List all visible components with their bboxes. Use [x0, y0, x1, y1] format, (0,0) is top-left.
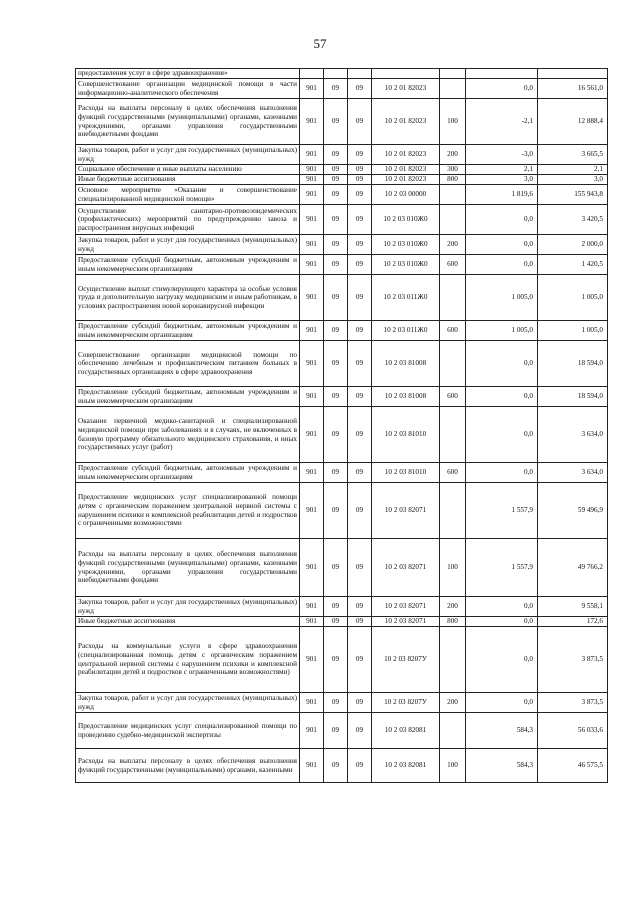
row-rz-cell: 09	[324, 597, 348, 617]
row-total-cell: 3 665,5	[538, 145, 608, 165]
row-total-cell: 18 594,0	[538, 341, 608, 387]
row-change-cell: -2,1	[466, 99, 538, 145]
row-vr-cell: 100	[440, 99, 466, 145]
row-vr-cell	[440, 627, 466, 693]
row-ved-cell: 901	[300, 341, 324, 387]
row-csr-cell: 10 2 01 82023	[372, 145, 440, 165]
row-rz-cell: 09	[324, 749, 348, 783]
table-row	[76, 341, 608, 387]
row-csr-cell: 10 2 03 011Ж0	[372, 275, 440, 321]
row-change-cell: 584,3	[466, 749, 538, 783]
row-ved-cell: 901	[300, 165, 324, 175]
row-ved-cell: 901	[300, 145, 324, 165]
row-vr-cell	[440, 483, 466, 539]
row-name-cell: Предоставление субсидий бюджетным, автономным учреждениям и иным некоммерческим организациям	[76, 387, 300, 407]
row-vr-cell	[440, 713, 466, 749]
row-pr-cell: 09	[348, 255, 372, 275]
row-change-cell	[466, 69, 538, 79]
row-vr-cell: 200	[440, 597, 466, 617]
row-vr-cell: 600	[440, 463, 466, 483]
row-name-cell: предоставления услуг в сфере здравоохранения»	[76, 69, 300, 79]
row-rz-cell: 09	[324, 205, 348, 235]
row-pr-cell	[348, 69, 372, 79]
row-ved-cell: 901	[300, 79, 324, 99]
row-rz-cell: 09	[324, 387, 348, 407]
row-vr-cell: 600	[440, 321, 466, 341]
row-change-cell: 1 819,6	[466, 185, 538, 205]
row-vr-cell	[440, 185, 466, 205]
row-pr-cell: 09	[348, 205, 372, 235]
row-pr-cell: 09	[348, 321, 372, 341]
table-row	[76, 99, 608, 145]
row-rz-cell: 09	[324, 321, 348, 341]
row-name-cell: Предоставление медицинских услуг специализированной помощи по проведению судебно-медицинской экспертизы	[76, 713, 300, 749]
row-vr-cell: 100	[440, 539, 466, 597]
row-total-cell: 56 033,6	[538, 713, 608, 749]
row-csr-cell: 10 2 03 010Ж0	[372, 205, 440, 235]
row-csr-cell: 10 2 03 8207У	[372, 627, 440, 693]
row-name-cell: Предоставление субсидий бюджетным, автономным учреждениям и иным некоммерческим организациям	[76, 463, 300, 483]
row-pr-cell: 09	[348, 617, 372, 627]
row-rz-cell: 09	[324, 145, 348, 165]
row-rz-cell: 09	[324, 627, 348, 693]
row-name-cell: Иные бюджетные ассигнования	[76, 175, 300, 185]
row-name-cell: Социальное обеспечение и иные выплаты населению	[76, 165, 300, 175]
row-ved-cell: 901	[300, 185, 324, 205]
row-total-cell: 59 496,9	[538, 483, 608, 539]
table-row	[76, 185, 608, 205]
table-row	[76, 79, 608, 99]
row-pr-cell: 09	[348, 407, 372, 463]
row-change-cell: 1 005,0	[466, 275, 538, 321]
row-vr-cell: 100	[440, 749, 466, 783]
row-ved-cell: 901	[300, 597, 324, 617]
row-rz-cell: 09	[324, 175, 348, 185]
row-change-cell: 0,0	[466, 407, 538, 463]
row-csr-cell: 10 2 03 82071	[372, 483, 440, 539]
row-pr-cell: 09	[348, 597, 372, 617]
table-row	[76, 693, 608, 713]
row-vr-cell: 200	[440, 693, 466, 713]
row-name-cell: Предоставление медицинских услуг специализированной помощи детям с органическим поражением центральной нервной системы с нарушением психики и комплексной реабилитации детей и подростков с ограниченными возможностями	[76, 483, 300, 539]
row-ved-cell: 901	[300, 255, 324, 275]
row-total-cell: 46 575,5	[538, 749, 608, 783]
row-rz-cell: 09	[324, 539, 348, 597]
row-change-cell: 2,1	[466, 165, 538, 175]
row-csr-cell: 10 2 03 82071	[372, 597, 440, 617]
row-rz-cell: 09	[324, 463, 348, 483]
row-change-cell: 0,0	[466, 205, 538, 235]
row-total-cell: 3 420,5	[538, 205, 608, 235]
row-ved-cell: 901	[300, 693, 324, 713]
row-csr-cell: 10 2 03 82081	[372, 749, 440, 783]
row-change-cell: 0,0	[466, 255, 538, 275]
table-row	[76, 749, 608, 783]
row-total-cell: 3,0	[538, 175, 608, 185]
row-vr-cell: 200	[440, 235, 466, 255]
table-row	[76, 713, 608, 749]
row-csr-cell	[372, 69, 440, 79]
row-ved-cell: 901	[300, 539, 324, 597]
row-name-cell: Предоставление субсидий бюджетным, автономным учреждениям и иным некоммерческим организациям	[76, 321, 300, 341]
row-total-cell: 3 634,0	[538, 407, 608, 463]
row-pr-cell: 09	[348, 539, 372, 597]
row-rz-cell: 09	[324, 617, 348, 627]
row-name-cell: Осуществление санитарно-противоэпидемических (профилактических) мероприятий по предупреждению завоза и распространения вирусных инфекций	[76, 205, 300, 235]
row-name-cell: Расходы на коммунальные услуги в сфере здравоохранения (специализированная помощь детям с органическим поражением центральной нервной системы с нарушением психики и комплексной реабилитации детей и подростков с ограниченными возможностями)	[76, 627, 300, 693]
row-total-cell: 1 005,0	[538, 275, 608, 321]
row-csr-cell: 10 2 03 010Ж0	[372, 255, 440, 275]
row-pr-cell: 09	[348, 693, 372, 713]
row-vr-cell	[440, 69, 466, 79]
row-name-cell: Иные бюджетные ассигнования	[76, 617, 300, 627]
row-total-cell: 2 000,0	[538, 235, 608, 255]
row-csr-cell: 10 2 03 00000	[372, 185, 440, 205]
row-vr-cell	[440, 205, 466, 235]
row-pr-cell: 09	[348, 99, 372, 145]
row-rz-cell: 09	[324, 275, 348, 321]
row-change-cell: 0,0	[466, 693, 538, 713]
table-row	[76, 387, 608, 407]
row-vr-cell: 600	[440, 255, 466, 275]
row-change-cell: 0,0	[466, 79, 538, 99]
row-total-cell: 155 943,8	[538, 185, 608, 205]
row-change-cell: 1 557,9	[466, 483, 538, 539]
row-change-cell: -3,0	[466, 145, 538, 165]
row-pr-cell: 09	[348, 387, 372, 407]
table-row	[76, 407, 608, 463]
row-pr-cell: 09	[348, 483, 372, 539]
row-ved-cell: 901	[300, 713, 324, 749]
row-total-cell: 1 420,5	[538, 255, 608, 275]
row-pr-cell: 09	[348, 749, 372, 783]
row-total-cell: 172,6	[538, 617, 608, 627]
table-row	[76, 205, 608, 235]
table-row	[76, 255, 608, 275]
row-total-cell: 3 873,5	[538, 627, 608, 693]
table-row	[76, 539, 608, 597]
row-name-cell: Совершенствование организации медицинской помощи по обеспечению лечебным и профилактическим питанием больных в государственных организациях в сфере здравоохранения	[76, 341, 300, 387]
row-change-cell: 584,3	[466, 713, 538, 749]
row-csr-cell: 10 2 03 8207У	[372, 693, 440, 713]
row-pr-cell: 09	[348, 79, 372, 99]
row-change-cell: 0,0	[466, 463, 538, 483]
row-total-cell: 9 558,1	[538, 597, 608, 617]
row-ved-cell: 901	[300, 275, 324, 321]
row-name-cell: Расходы на выплаты персоналу в целях обеспечения выполнения функций государственными (муниципальными) органами, казенными учреждениями, органами управления государственными внебюджетными фондами	[76, 539, 300, 597]
row-csr-cell: 10 2 03 010Ж0	[372, 235, 440, 255]
row-rz-cell: 09	[324, 185, 348, 205]
table-row	[76, 483, 608, 539]
row-total-cell: 1 005,0	[538, 321, 608, 341]
row-csr-cell: 10 2 01 82023	[372, 165, 440, 175]
row-name-cell: Осуществление выплат стимулирующего характера за особые условия труда и дополнительную нагрузку медицинским и иным работникам, в условиях распространения новой коронавирусной инфекции	[76, 275, 300, 321]
row-change-cell: 1 557,9	[466, 539, 538, 597]
row-csr-cell: 10 2 03 82081	[372, 713, 440, 749]
table-row	[76, 145, 608, 165]
row-pr-cell: 09	[348, 185, 372, 205]
row-total-cell: 12 888,4	[538, 99, 608, 145]
row-name-cell: Совершенствование организации медицинской помощи в части информационно-аналитического обеспечения	[76, 79, 300, 99]
row-pr-cell: 09	[348, 341, 372, 387]
row-ved-cell: 901	[300, 387, 324, 407]
row-csr-cell: 10 2 03 82071	[372, 539, 440, 597]
budget-table-body	[76, 69, 608, 783]
row-name-cell: Закупка товаров, работ и услуг для государственных (муниципальных) нужд	[76, 693, 300, 713]
row-change-cell: 1 005,0	[466, 321, 538, 341]
row-total-cell: 49 766,2	[538, 539, 608, 597]
table-row	[76, 275, 608, 321]
row-total-cell: 18 594,0	[538, 387, 608, 407]
row-ved-cell: 901	[300, 749, 324, 783]
row-name-cell: Предоставление субсидий бюджетным, автономным учреждениям и иным некоммерческим организациям	[76, 255, 300, 275]
row-pr-cell: 09	[348, 145, 372, 165]
row-change-cell: 0,0	[466, 387, 538, 407]
row-name-cell: Расходы на выплаты персоналу в целях обеспечения выполнения функций государственными (муниципальными) органами, казенными учреждениями, органами управления государственными внебюджетными фондами	[76, 99, 300, 145]
row-ved-cell: 901	[300, 99, 324, 145]
table-row	[76, 165, 608, 175]
row-vr-cell	[440, 407, 466, 463]
row-ved-cell: 901	[300, 627, 324, 693]
row-change-cell: 0,0	[466, 627, 538, 693]
row-name-cell: Закупка товаров, работ и услуг для государственных (муниципальных) нужд	[76, 235, 300, 255]
row-rz-cell: 09	[324, 235, 348, 255]
row-ved-cell	[300, 69, 324, 79]
row-total-cell: 16 561,0	[538, 79, 608, 99]
row-csr-cell: 10 2 03 81008	[372, 341, 440, 387]
row-name-cell: Основное мероприятие «Оказание и совершенствование специализированной медицинской помощи»	[76, 185, 300, 205]
row-name-cell: Закупка товаров, работ и услуг для государственных (муниципальных) нужд	[76, 145, 300, 165]
row-csr-cell: 10 2 03 81010	[372, 463, 440, 483]
table-row	[76, 321, 608, 341]
page-number: 57	[313, 36, 327, 51]
row-ved-cell: 901	[300, 175, 324, 185]
row-rz-cell: 09	[324, 79, 348, 99]
row-ved-cell: 901	[300, 235, 324, 255]
row-vr-cell: 600	[440, 387, 466, 407]
row-name-cell: Оказание первичной медико-санитарной и специализированной медицинской помощи при заболеваниях и в случаях, не включенных в базовую программу обязательного медицинского страхования, и иных государственных услуг (работ)	[76, 407, 300, 463]
row-pr-cell: 09	[348, 713, 372, 749]
row-change-cell: 0,0	[466, 597, 538, 617]
row-vr-cell: 200	[440, 145, 466, 165]
row-pr-cell: 09	[348, 275, 372, 321]
row-csr-cell: 10 2 01 82023	[372, 175, 440, 185]
row-pr-cell: 09	[348, 627, 372, 693]
row-rz-cell: 09	[324, 255, 348, 275]
row-rz-cell: 09	[324, 99, 348, 145]
row-csr-cell: 10 2 03 81008	[372, 387, 440, 407]
row-csr-cell: 10 2 03 81010	[372, 407, 440, 463]
table-row	[76, 617, 608, 627]
row-rz-cell: 09	[324, 713, 348, 749]
row-total-cell	[538, 69, 608, 79]
row-ved-cell: 901	[300, 407, 324, 463]
row-total-cell: 2,1	[538, 165, 608, 175]
row-ved-cell: 901	[300, 617, 324, 627]
row-csr-cell: 10 2 01 82023	[372, 79, 440, 99]
row-change-cell: 3,0	[466, 175, 538, 185]
row-pr-cell: 09	[348, 463, 372, 483]
table-row	[76, 463, 608, 483]
row-total-cell: 3 634,0	[538, 463, 608, 483]
row-rz-cell: 09	[324, 165, 348, 175]
row-vr-cell	[440, 275, 466, 321]
row-vr-cell	[440, 341, 466, 387]
row-rz-cell	[324, 69, 348, 79]
table-row	[76, 597, 608, 617]
row-rz-cell: 09	[324, 341, 348, 387]
row-csr-cell: 10 2 01 82023	[372, 99, 440, 145]
row-pr-cell: 09	[348, 165, 372, 175]
budget-table	[75, 68, 608, 783]
table-row	[76, 627, 608, 693]
table-row	[76, 235, 608, 255]
row-vr-cell: 300	[440, 165, 466, 175]
row-pr-cell: 09	[348, 175, 372, 185]
row-rz-cell: 09	[324, 483, 348, 539]
row-ved-cell: 901	[300, 321, 324, 341]
row-ved-cell: 901	[300, 463, 324, 483]
row-change-cell: 0,0	[466, 341, 538, 387]
row-vr-cell	[440, 79, 466, 99]
row-change-cell: 0,0	[466, 617, 538, 627]
row-name-cell: Закупка товаров, работ и услуг для государственных (муниципальных) нужд	[76, 597, 300, 617]
row-rz-cell: 09	[324, 693, 348, 713]
table-row	[76, 69, 608, 79]
row-csr-cell: 10 2 03 011Ж0	[372, 321, 440, 341]
row-total-cell: 3 873,5	[538, 693, 608, 713]
row-ved-cell: 901	[300, 205, 324, 235]
row-vr-cell: 800	[440, 617, 466, 627]
row-vr-cell: 800	[440, 175, 466, 185]
row-pr-cell: 09	[348, 235, 372, 255]
row-rz-cell: 09	[324, 407, 348, 463]
row-change-cell: 0,0	[466, 235, 538, 255]
table-row	[76, 175, 608, 185]
row-ved-cell: 901	[300, 483, 324, 539]
row-name-cell: Расходы на выплаты персоналу в целях обеспечения выполнения функций государственными (муниципальными) органами, казенными	[76, 749, 300, 783]
row-csr-cell: 10 2 03 82071	[372, 617, 440, 627]
